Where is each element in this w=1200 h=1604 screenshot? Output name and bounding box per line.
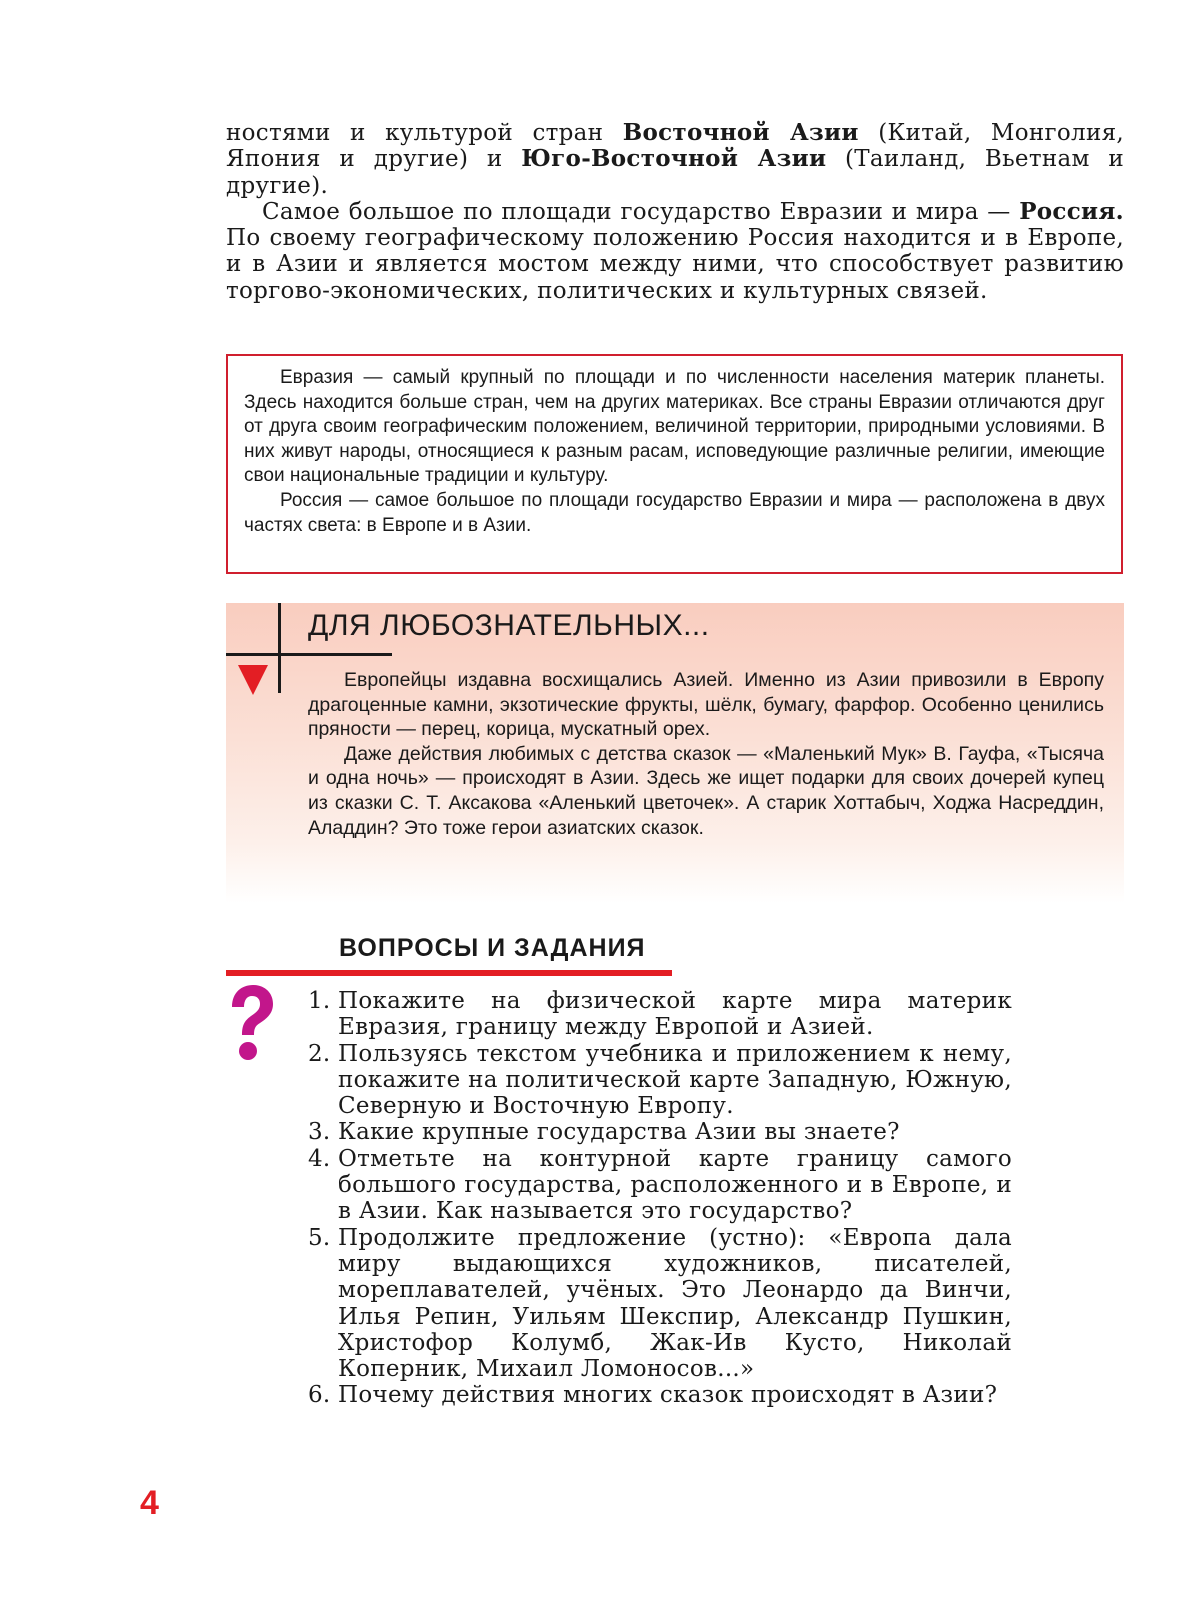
curious-text xyxy=(308,668,1104,840)
question-number: 1. xyxy=(308,988,331,1014)
question-text: Отметьте на контурной карте границу самого большого государства, расположенного и в Европе, и в Азии. Как называется это государство? xyxy=(338,1145,1012,1225)
question-number: 3. xyxy=(308,1119,331,1146)
curious-title: ДЛЯ ЛЮБОЗНАТЕЛЬНЫХ... xyxy=(308,609,710,642)
question-item xyxy=(308,1146,1012,1225)
question-text: Продолжите предложение (устно): «Европа дала миру выдающихся художников, писателей, мореплавателей, учёных. Это Леонардо да Винчи, Илья Репин, Уильям Шекспир, Александр Пушкин, Христофор Колумб, Жак-Ив Кусто, Николай Коперник, Михаил Ломоносов...» xyxy=(338,1224,1012,1383)
question-item xyxy=(308,1041,1012,1120)
curious-section xyxy=(226,603,1124,903)
curious-paragraph-2: Даже действия любимых с детства сказок — «Маленький Мук» В. Гауфа, «Тысяча и одна ночь» — происходят в Азии. Здесь же ищет подарки для своих дочерей купец из сказки С. Т. Аксакова «Аленький цветочек». А старик Хоттабыч, Ходжа Насреддин, Аладдин? Это тоже герои азиатских сказок. xyxy=(308,742,1104,839)
question-item xyxy=(308,1225,1012,1383)
intro-text xyxy=(226,120,1124,304)
text-run: По своему географическому положению Россия находится и в Европе, и в Азии и является мостом между ними, что способствует развитию торгово-экономических, политических и культурных связей. xyxy=(226,225,1124,304)
text-run: ностями и культурой стран xyxy=(226,120,623,146)
curious-paragraph-1: Европейцы издавна восхищались Азией. Именно из Азии привозили в Европу драгоценные камни, экзотические фрукты, шёлк, бумагу, фарфор. Особенно ценились пряности — перец, корица, мускатный орех. xyxy=(308,669,1104,741)
questions-list xyxy=(308,988,1012,1409)
question-item xyxy=(308,1382,1012,1408)
question-number: 5. xyxy=(308,1224,331,1251)
bold-term: Юго-Восточной Азии xyxy=(521,145,827,173)
question-number: 4. xyxy=(308,1145,331,1172)
summary-paragraph-1: Евразия — самый крупный по площади и по численности населения материк планеты. Здесь находится больше стран, чем на других материках. Все страны Евразии отличаются друг от друга своим географическим положением, величиной территории, природными условиями. В них живут народы, относящиеся к разным расам, исповедующие различные религии, имеющие свои национальные традиции и культуру. xyxy=(244,367,1105,487)
question-number: 2. xyxy=(308,1040,331,1067)
summary-paragraph-2: Россия — самое большое по площади государство Евразии и мира — расположена в двух частях света: в Европе и в Азии. xyxy=(244,489,1105,536)
question-text: Какие крупные государства Азии вы знаете? xyxy=(338,1119,900,1146)
question-mark-icon xyxy=(226,983,276,1065)
page-number: 4 xyxy=(140,1484,159,1522)
bold-term: Россия. xyxy=(1019,197,1124,225)
question-text: Покажите на физической карте мира материк Евразия, границу между Европой и Азией. xyxy=(338,988,1012,1041)
question-text: Пользуясь текстом учебника и приложением к нему, покажите на политической карте Западную, Южную, Северную и Восточную Европу. xyxy=(338,1040,1012,1120)
intro-paragraph-1 xyxy=(226,120,1124,199)
question-text: Почему действия многих сказок происходят в Азии? xyxy=(338,1382,998,1409)
question-number: 6. xyxy=(308,1382,331,1409)
red-triangle-icon xyxy=(238,665,268,695)
questions-title: ВОПРОСЫ И ЗАДАНИЯ xyxy=(339,934,646,962)
text-run: (Таиланд, Вьетнам и другие). xyxy=(226,146,1125,199)
summary-box xyxy=(226,354,1123,574)
text-run: Самое большое по площади государство Евразии и мира — xyxy=(262,198,1020,225)
text-run: (Китай, Монголия, Япония и другие) и xyxy=(226,120,1125,173)
intro-paragraph-2 xyxy=(226,199,1124,304)
questions-underline xyxy=(226,970,672,976)
question-item xyxy=(308,988,1012,1041)
bold-term: Восточной Азии xyxy=(622,119,859,146)
corner-vertical-line xyxy=(278,603,281,693)
corner-horizontal-line xyxy=(226,653,392,656)
question-item xyxy=(308,1119,1012,1145)
